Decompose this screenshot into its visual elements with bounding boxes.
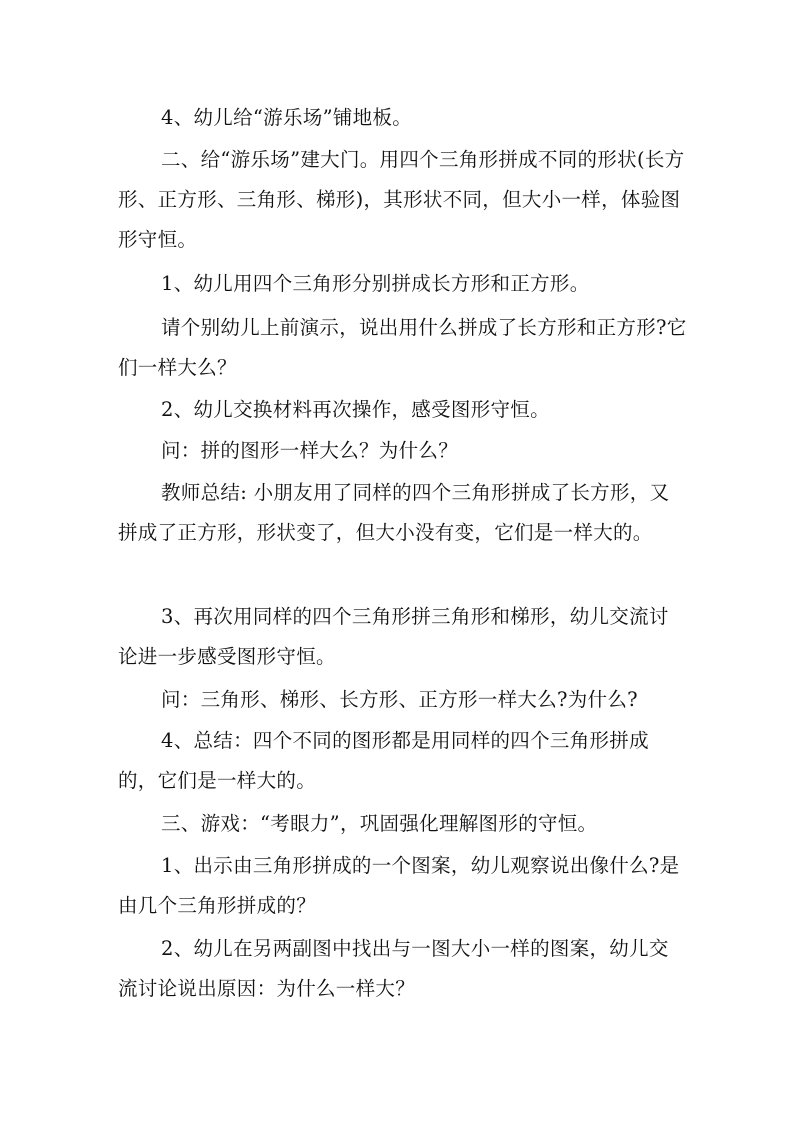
paragraph-step-3: 3、再次用同样的四个三角形拼三角形和梯形，幼儿交流讨论进一步感受图形守恒。	[118, 605, 669, 668]
paragraph-gate-section: 二、给“游乐场”建大门。用四个三角形拼成不同的形状(长方形、正方形、三角形、梯形)，其形状不同，但大小一样，体验图形守恒。	[118, 148, 685, 251]
paragraph-step-4-summary: 4、总结：四个不同的图形都是用同样的四个三角形拼成的，它们是一样大的。	[118, 729, 649, 792]
paragraph-floor-step: 4、幼儿给“游乐场”铺地板。	[161, 106, 413, 129]
paragraph-game-step-2: 2、幼儿在另两副图中找出与一图大小一样的图案，幼儿交流讨论说出原因：为什么一样大？	[118, 937, 669, 1000]
paragraph-question-1: 问：拼的图形一样大么？为什么？	[161, 439, 459, 462]
paragraph-game-section: 三、游戏：“考眼力”，巩固强化理解图形的守恒。	[161, 812, 598, 835]
paragraph-teacher-summary: 教师总结: 小朋友用了同样的四个三角形拼成了长方形，又拼成了正方形，形状变了，但大小没有变，它们是一样大的。	[118, 481, 670, 544]
paragraph-step-1: 1、幼儿用四个三角形分别拼成长方形和正方形。	[161, 272, 590, 295]
paragraph-demonstration: 请个别幼儿上前演示，说出用什么拼成了长方形和正方形?它们一样大么？	[118, 316, 687, 379]
paragraph-question-2: 问：三角形、梯形、长方形、正方形一样大么?为什么?	[161, 688, 638, 711]
paragraph-step-2: 2、幼儿交换材料再次操作，感受图形守恒。	[161, 398, 550, 421]
paragraph-game-step-1: 1、出示由三角形拼成的一个图案，幼儿观察说出像什么?是由几个三角形拼成的？	[118, 854, 680, 917]
